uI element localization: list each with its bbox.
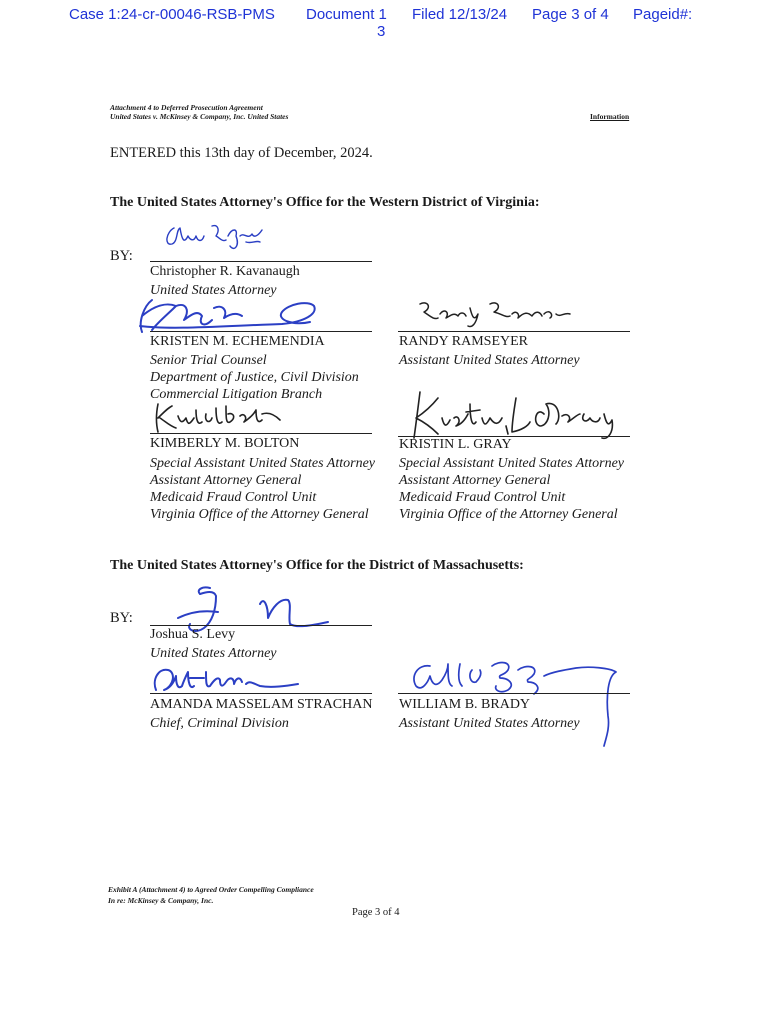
footer-caption-line: In re: McKinsey & Company, Inc.	[108, 896, 214, 905]
page-indicator: Page 3 of 4	[532, 6, 609, 23]
strachan-signature	[150, 662, 310, 696]
echemendia-name: KRISTEN M. ECHEMENDIA	[150, 334, 325, 349]
levy-name: Joshua S. Levy	[150, 627, 236, 642]
kavanaugh-signature-line	[150, 261, 372, 262]
brady-signature-line	[398, 693, 630, 694]
footer-page-number: Page 3 of 4	[352, 907, 400, 918]
levy-signature-line	[150, 625, 372, 626]
ramseyer-name: RANDY RAMSEYER	[399, 334, 528, 349]
bolton-title-2: Assistant Attorney General	[150, 473, 302, 488]
bolton-signature	[150, 400, 290, 434]
brady-name: WILLIAM B. BRADY	[399, 697, 531, 712]
kavanaugh-name: Christopher R. Kavanaugh	[150, 264, 300, 279]
ramseyer-title: Assistant United States Attorney	[399, 353, 580, 368]
echemendia-title-3: Commercial Litigation Branch	[150, 387, 323, 402]
bolton-signature-line	[150, 433, 372, 434]
gray-title-4: Virginia Office of the Attorney General	[399, 507, 618, 522]
ramseyer-signature	[414, 298, 589, 330]
document-number: Document 1	[306, 6, 387, 23]
gray-title-1: Special Assistant United States Attorney	[399, 456, 625, 471]
gray-title-2: Assistant Attorney General	[399, 473, 551, 488]
ramseyer-signature-line	[398, 331, 630, 332]
echemendia-title-2: Department of Justice, Civil Division	[150, 370, 359, 385]
levy-title: United States Attorney	[150, 646, 277, 661]
kavanaugh-title: United States Attorney	[150, 283, 277, 298]
echemendia-title-1: Senior Trial Counsel	[150, 353, 267, 368]
bolton-title-4: Virginia Office of the Attorney General	[150, 507, 369, 522]
bolton-title-3: Medicaid Fraud Control Unit	[150, 490, 317, 505]
bolton-name: KIMBERLY M. BOLTON	[150, 436, 300, 451]
attachment-title: Attachment 4 to Deferred Prosecution Agreement	[110, 103, 263, 112]
information-label: Information	[590, 112, 630, 121]
footer-exhibit-line: Exhibit A (Attachment 4) to Agreed Order Compelling Compliance	[108, 885, 314, 894]
pageid-label: Pageid#:	[633, 6, 693, 23]
wdva-by-label: BY:	[110, 248, 133, 264]
dma-by-label: BY:	[110, 610, 133, 626]
filed-date: Filed 12/13/24	[412, 6, 508, 23]
strachan-name: AMANDA MASSELAM STRACHAN	[150, 697, 373, 712]
gray-title-3: Medicaid Fraud Control Unit	[399, 490, 566, 505]
dma-office-heading: The United States Attorney's Office for the District of Massachusetts:	[110, 558, 524, 573]
strachan-title: Chief, Criminal Division	[150, 716, 289, 731]
brady-title: Assistant United States Attorney	[399, 716, 580, 731]
bolton-title-1: Special Assistant United States Attorney	[150, 456, 376, 471]
case-number: Case 1:24-cr-00046-RSB-PMS	[69, 6, 275, 23]
gray-name: KRISTIN L. GRAY	[399, 437, 512, 452]
case-caption: United States v. McKinsey & Company, Inc. United States	[110, 112, 289, 121]
entered-date-line: ENTERED this 13th day of December, 2024.	[110, 145, 373, 161]
strachan-signature-line	[150, 693, 372, 694]
echemendia-signature-line	[150, 331, 372, 332]
kavanaugh-signature	[160, 222, 270, 258]
pageid-number: 3	[377, 23, 386, 40]
wdva-office-heading: The United States Attorney's Office for the Western District of Virginia:	[110, 195, 540, 210]
